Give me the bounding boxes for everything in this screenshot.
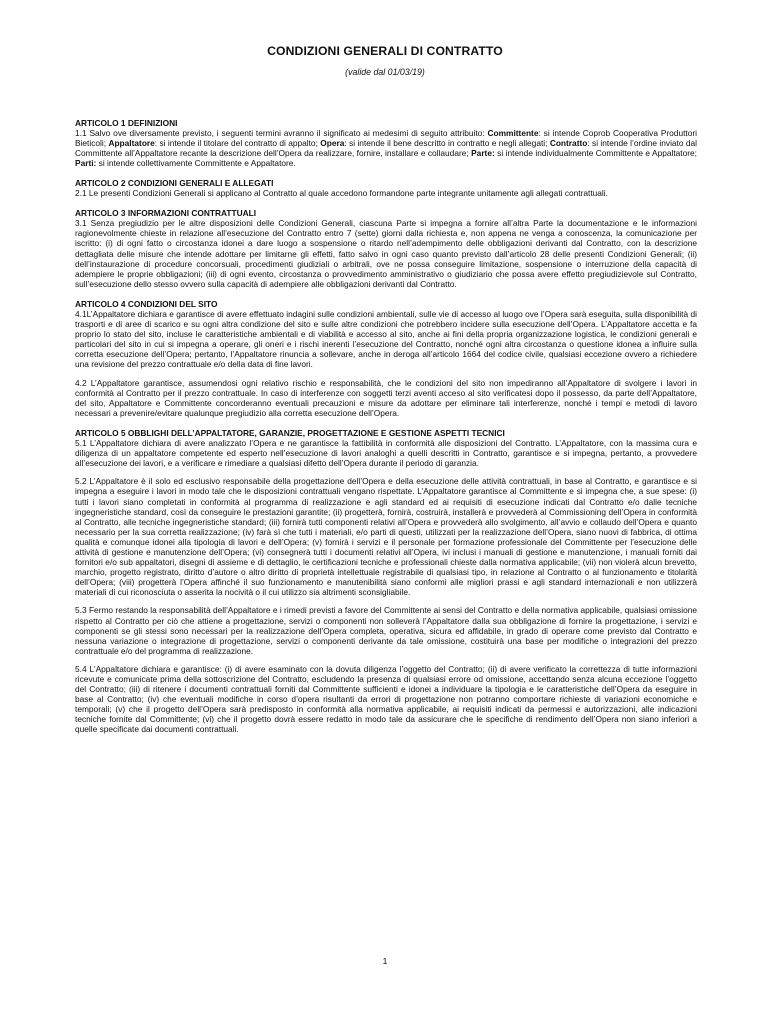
article-paragraph	[75, 128, 697, 168]
paragraph-text: : si intende il titolare del contratto di appalto;	[154, 138, 321, 149]
defined-term: Opera	[320, 138, 345, 149]
page-number: 1	[382, 956, 388, 966]
article-paragraph	[75, 378, 697, 418]
paragraph-text: 4.2 L’Appaltatore garantisce, assumendosi ogni relativo rischio e responsabilità, che le condizioni del sito non impediranno all’Appaltatore di svolgere i lavori in conformità al Contratto per il prezzo contrattuale. In caso di interferenze con soggetti terzi aventi acceso al sito verificatesi dopo il possesso, da parte dell’Appaltatore, del sito, Appaltatore e Committente concorderanno eventuali precauzioni e misure da adottare per eliminare tali interferenze, nonché i tempi e metodi di lavoro necessari a prevenire/evitare qualunque pregiudizio alla corretta esecuzione dell’Opera.	[75, 377, 697, 418]
article-4	[75, 296, 697, 418]
defined-term: Committente	[487, 128, 539, 139]
paragraph-text: : si intende l’ordine inviato dal Committente all’Appaltatore recante la descrizione dell’Opera da realizzare, fornire, installare e collaudare;	[75, 138, 698, 159]
article-paragraph	[75, 476, 697, 597]
paragraph-text: si intende collettivamente Committente e Appaltatore.	[96, 158, 296, 169]
paragraph-text: 5.4 L’Appaltatore dichiara e garantisce: (i) di avere esaminato con la dovuta diligenza l’oggetto del Contratto; (ii) di avere verificato la correttezza di tutte informazioni ricevute e comunicate prima della sottoscrizione del Contratto, escludendo la presenza di qualsiasi errore od omissione, accettando senza alcuna eccezione l’oggetto del Contratto; (iii) di ritenere i documenti contrattuali forniti dal Committente sufficienti e idonei a individuare la tipologia e le caratteristiche dell’Opera da eseguire in base al Contratto; (iv) che eventuali modifiche in corso d’opera risultanti da errori di progettazione non potranno comportare richieste di variazioni economiche e temporali; (v) che il progetto dell’Opera sarà predisposto in conformità alla normativa applicabile, ai requisiti indicati da permessi e autorizzazioni, alle indicazioni tecniche fornite dal Committente; (vi) che il progetto dovrà essere redatto in modo tale da assicurare che le specifiche di rendimento dell’Opera non siano inferiori a quelle specificate dai documenti contrattuali.	[75, 664, 697, 735]
paragraph-text: si intende individualmente Committente e Appaltatore;	[494, 148, 698, 159]
article-paragraph	[75, 438, 697, 468]
article-heading: ARTICOLO 2 CONDIZIONI GENERALI E ALLEGATI	[75, 178, 274, 189]
article-paragraph	[75, 605, 697, 655]
article-paragraph	[75, 309, 697, 369]
paragraph-text: 1.1 Salvo ove diversamente previsto, i seguenti termini avranno il significato ai medesimi di seguito attribuito:	[75, 128, 488, 139]
paragraph-text: 5.3 Fermo restando la responsabilità dell’Appaltatore e i rimedi previsti a favore del Committente ai sensi del Contratto e della normativa applicabile, qualsiasi omissione rispetto al Contratto per ciò che attiene a progettazione, servizi o componenti non solleverà l’Appaltatore dalla sua obbligazione di fornire la progettazione, i servizi e componenti se gli stessi sono necessari per la realizzazione dell’Opera completa, operativa, sicura ed affidabile, in grado di operare come previsto dal Contratto e nessuna variazione o integrazione di progettazione, servizi o componenti derivante da tale omissione, costituirà una base per modifiche o integrazioni del prezzo contrattuale e/o del programma di realizzazione.	[75, 605, 697, 656]
document-subtitle: (valide dal 01/03/19)	[345, 67, 425, 77]
paragraph-text: : si intende Coprob Cooperativa Produttori Bieticoli;	[75, 128, 697, 149]
document-body	[75, 118, 697, 735]
article-heading: ARTICOLO 1 DEFINIZIONI	[75, 118, 178, 128]
article-paragraph	[75, 188, 697, 198]
paragraph-text: 5.2 L’Appaltatore è il solo ed esclusivo responsabile della progettazione dell’Opera e della esecuzione delle attività contrattuali, in base al Contratto, e garantisce e si impegna a eseguire i lavori in modo tale che le disposizioni contrattuali vengano rispettate. L’Appaltatore garantisce al Committente e si impegna che, a sue spese: (i) tutti i lavori siano completati in conformità al programma di realizzazione e agli standard ed ai requisiti di esecuzione indicati dal Contratto e/o dalle tecniche ingegneristiche standard, così da conseguire le prestazioni garantite; (ii) progetterà, fornirà, costruirà, installerà e provvederà al Commissioning dell’Opera in conformità al Contratto, alle tecniche ingegneristiche standard; (iii) fornirà tutti componenti relativi all’Opera e provvederà allo svolgimento, all’avvio e collaudo dell’Opera e quanto necessario per la sua corretta realizzazione; (iv) farà sì che tutti i materiali, e/o parti di questi, utilizzati per la realizzazione dell’Opera, siano nuovi di fabbrica, di ottima qualità e comunque idonei alla tipologia di lavori e dell’Opera; (v) fornirà i servizi e il personale per formazione professionale del Committente per l’esecuzione delle attività di gestione e manutenzione dell’Opera; (vi) consegnerà tutti i documenti relativi all’Opera, ivi inclusi i manuali di gestione e manutenzione, i manuali forniti dai fornitori e/o sub appaltatori, disegni di assieme e di dettaglio, le certificazioni tecniche e professionali chieste dalla normativa applicabile; (vii) non violerà alcun brevetto, marchio, progetto registrato, diritto d’autore o altro diritto di proprietà intellettuale registrabile di qualsiasi tipo, in relazione al Contratto o al funzionamento e titolarità dell’Opera; (viii) progetterà l’Opera affinché il suo funzionamento e manutenibilità siano conformi alle migliori prassi e agli standard internazionali e non utilizzerà materiali di cui riconosciuta o asserita la nocività o il cui utilizzo sia altrimenti sconsigliabile.	[75, 476, 697, 597]
paragraph-text: 3.1 Senza pregiudizio per le altre disposizioni delle Condizioni Generali, ciascuna Parte si impegna a fornire all’altra Parte la documentazione e le informazioni ragionevolmente chieste in relazione all’esecuzione del Contratto entro 7 (sette) giorni dalla richiesta e, non appena ne venga a conoscenza, la comunicazione per iscritto: (i) di ogni fatto o circostanza idonei a dare luogo a sospensione o ritardo nell’adempimento delle obbligazioni derivanti dal Contratto, con la descrizione dettagliata delle misure che intende adottare per limitarne gli effetti, fatto salvo in ogni caso quanto previsto dall’articolo 28 delle presenti Condizioni Generali; (ii) dell’instaurazione di procedure concorsuali, procedimenti giudiziali o arbitrali, ove ne possa conseguire limitazione, sospensione o interruzione della capacità di adempiere le proprie obbligazioni; (iii) di ogni evento, circostanza o provvedimento amministrativo o giudiziario che possa avere effetto pregiudizievole sul Contratto, sull’esecuzione dello stesso ovvero sulla capacità di adempiere alle obbligazioni derivanti dal Contratto.	[75, 218, 697, 289]
article-1	[75, 118, 697, 168]
article-paragraph	[75, 664, 697, 734]
article-paragraph	[75, 218, 697, 288]
article-2	[75, 175, 697, 198]
article-3	[75, 205, 697, 288]
defined-term: Parte:	[471, 148, 495, 159]
document-title: CONDIZIONI GENERALI DI CONTRATTO	[267, 44, 503, 58]
paragraph-text: 4.1L’Appaltatore dichiara e garantisce di avere effettuato indagini sulle condizioni ambientali, sulle vie di accesso al luogo ove l’Opera sarà eseguita, sulla disponibilità di trasporti e di aree di scarico e su ogni altra condizione del sito e sulle altre condizioni che potrebbero incidere sulla esecuzione dell’Opera. L’Appaltatore accetta e fa proprio lo stato del sito, incluse le caratteristiche ambientali e di viabilità e accesso al sito, anche ai fini della propria organizzazione logistica, le condizioni generali e particolari del sito in cui si impegna a operare, gli oneri e i rischi inerenti l’esecuzione del Contratto, nonché ogni altra circostanza o questione idonea a influire sulla corretta esecuzione dell’Opera; pertanto, l’Appaltatore rinuncia a sollevare, anche in deroga all’articolo 1664 del codice civile, qualsiasi eccezione ovvero a richiedere una revisione del prezzo contrattuale e/o della data di fine lavori.	[75, 308, 697, 369]
paragraph-text: 5.1 L’Appaltatore dichiara di avere analizzato l’Opera e ne garantisce la fattibilità in conformità alle disposizioni del Contratto. L’Appaltatore, con la massima cura e diligenza di un appaltatore competente ed esperto nell’esecuzione di lavori analoghi a quelli descritti in Contratto, garantisce e si impegna, pertanto, a provvedere all’esecuzione dei lavori, e a verificare e rimediare a qualsiasi difetto dell’Opera durante il periodo di garanzia.	[75, 437, 697, 468]
defined-term: Parti:	[75, 158, 97, 169]
defined-term: Contratto	[549, 138, 588, 149]
paragraph-text: : si intende il bene descritto in contratto e negli allegati;	[344, 138, 550, 149]
article-heading: ARTICOLO 4 CONDIZIONI DEL SITO	[75, 298, 218, 309]
defined-term: Appaltatore	[108, 138, 155, 149]
article-heading: ARTICOLO 5 OBBLIGHI DELL’APPALTATORE, GARANZIE, PROGETTAZIONE E GESTIONE ASPETTI TECNICI	[75, 427, 505, 438]
article-heading: ARTICOLO 3 INFORMAZIONI CONTRATTUALI	[75, 208, 257, 219]
article-5	[75, 425, 697, 735]
paragraph-text: 2.1 Le presenti Condizioni Generali si applicano al Contratto al quale accedono formandone parte integrante unitamente agli allegati contrattuali.	[75, 188, 608, 199]
